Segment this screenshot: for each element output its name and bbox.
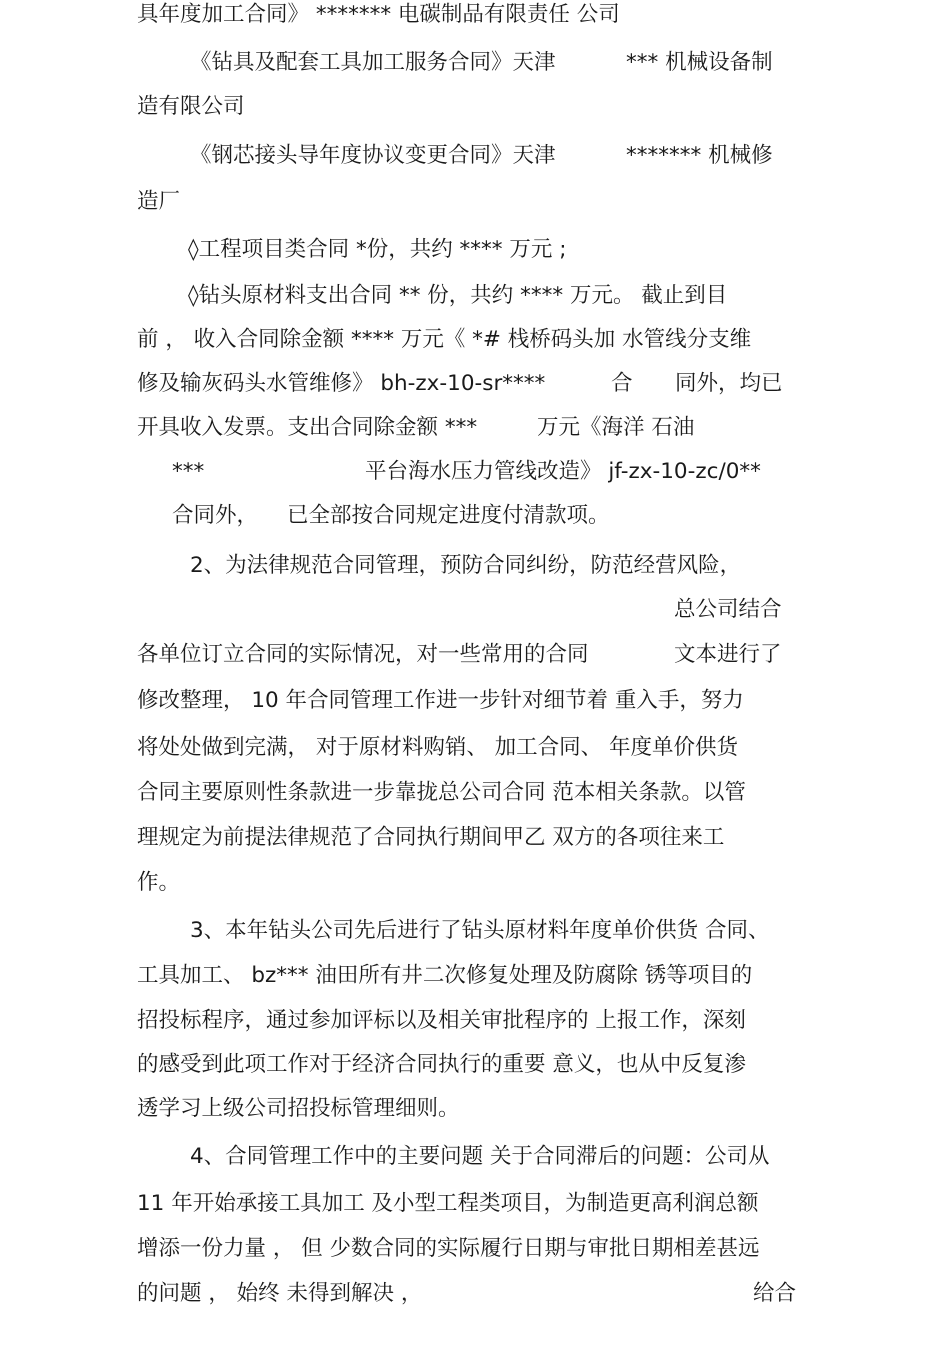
text-line: ◊钻头原材料支出合同 ** 份，共约 **** 万元。 截止到目 [188, 283, 728, 308]
text-line: 修及输灰码头水管维修》 bh-zx-10-sr**** [137, 371, 546, 396]
text-line: *** [172, 459, 205, 484]
text-line: 的感受到此项工作对于经济合同执行的重要 意义，也从中反复渗 [137, 1052, 746, 1077]
text-line: 《钢芯接头导年度协议变更合同》天津 [190, 143, 556, 168]
text-line: 增添一份力量 ， 但 少数合同的实际履行日期与审批日期相差甚远 [137, 1236, 760, 1261]
text-line: 将处处做到完满， 对于原材料购销、 加工合同、 年度单价供货 [137, 735, 739, 760]
text-line: 合 [611, 371, 633, 396]
text-line: 4、合同管理工作中的主要问题 关于合同滞后的问题：公司从 [190, 1144, 770, 1169]
text-line: 《钻具及配套工具加工服务合同》天津 [190, 50, 556, 75]
text-line: 透学习上级公司招投标管理细则。 [137, 1096, 460, 1121]
text-line: 造厂 [137, 189, 181, 214]
text-line: *** 机械设备制 [626, 50, 773, 75]
text-line: 造有限公司 [137, 94, 245, 119]
text-line: 作。 [137, 870, 181, 895]
text-line: 2、为法律规范合同管理，预防合同纠纷，防范经营风险， [190, 553, 742, 578]
text-line: 开具收入发票。支出合同除金额 *** [137, 415, 478, 440]
text-line: 给合 [753, 1281, 797, 1306]
text-line: 同外，均已 [675, 371, 783, 396]
text-line: ******* 机械修 [626, 143, 773, 168]
text-line: 招投标程序，通过参加评标以及相关审批程序的 上报工作，深刻 [137, 1008, 746, 1033]
text-line: ◊工程项目类合同 *份，共约 **** 万元 ; [188, 237, 567, 262]
text-line: 文本进行了 [674, 642, 782, 667]
text-line: 已全部按合同规定进度付清款项。 [287, 503, 610, 528]
text-line: 万元《海洋 石油 [537, 415, 695, 440]
text-line: 3、本年钻头公司先后进行了钻头原材料年度单价供货 合同、 [190, 918, 770, 943]
text-line: 具年度加工合同》 ******* 电碳制品有限责任 公司 [137, 2, 620, 27]
text-line: 修改整理， 10 年合同管理工作进一步针对细节着 重入手，努力 [137, 688, 744, 713]
text-line: 合同主要原则性条款进一步靠拢总公司合同 范本相关条款。以管 [137, 780, 746, 805]
text-line: 总公司结合 [674, 597, 782, 622]
text-line: 11 年开始承接工具加工 及小型工程类项目，为制造更高利润总额 [137, 1191, 759, 1216]
text-line: 各单位订立合同的实际情况，对一些常用的合同 [137, 642, 589, 667]
text-line: 前 ， 收入合同除金额 **** 万元《 *# 栈桥码头加 水管线分支维 [137, 327, 752, 352]
text-line: 工具加工、 bz*** 油田所有井二次修复处理及防腐除 锈等项目的 [137, 963, 753, 988]
text-line: 合同外， [172, 503, 259, 528]
text-line: 理规定为前提法律规范了合同执行期间甲乙 双方的各项往来工 [137, 825, 725, 850]
text-line: 平台海水压力管线改造》 jf-zx-10-zc/0** [365, 459, 761, 484]
text-line: 的问题 ， 始终 未得到解决 ， [137, 1281, 423, 1306]
